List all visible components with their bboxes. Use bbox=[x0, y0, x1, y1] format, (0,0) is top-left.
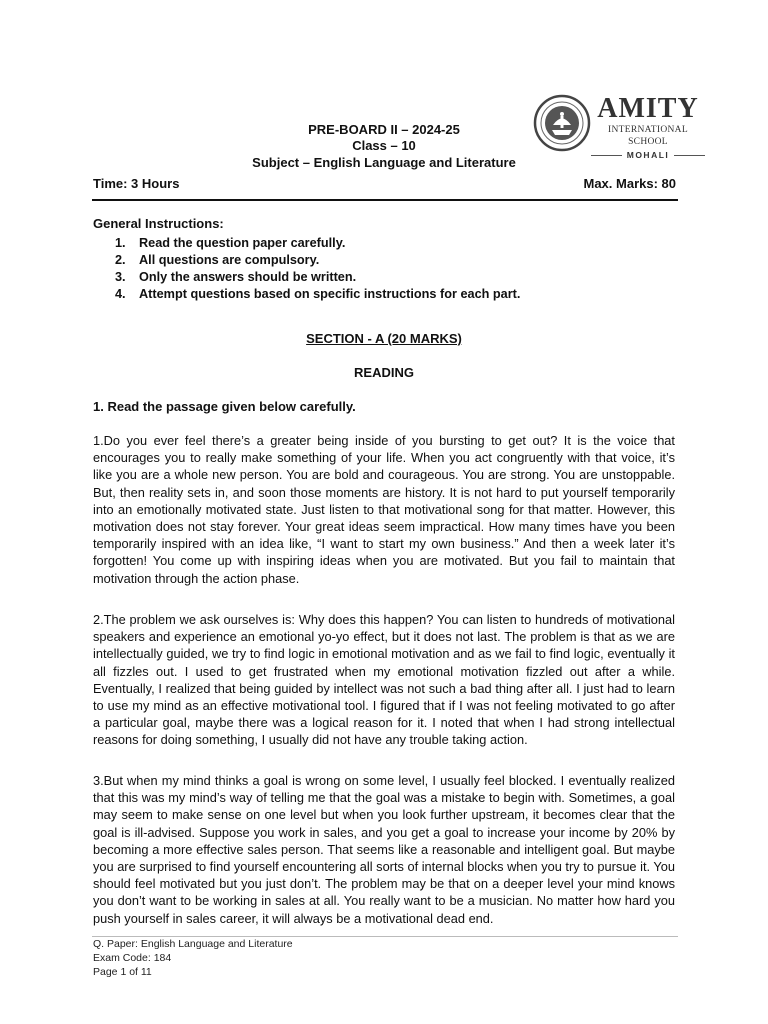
header-divider bbox=[92, 199, 678, 201]
section-heading bbox=[0, 331, 768, 346]
footer-exam-code: Exam Code: 184 bbox=[93, 952, 172, 964]
instruction-text: Only the answers should be written. bbox=[139, 270, 357, 284]
footer-paper: Q. Paper: English Language and Literature bbox=[93, 938, 293, 950]
instruction-text: Attempt questions based on specific instructions for each part. bbox=[139, 287, 521, 301]
footer-page-number: Page 1 of 11 bbox=[93, 966, 152, 978]
passage-paragraph: 1.Do you ever feel there’s a greater being inside of you bursting to get out? It is the voice that encourages you to really make something of your life. When you act congruently with that voice, it’s like you are a whole new person. You are bold and courageous. You are strong. You are unstoppable. But, then reality sets in, and soon those moments are history. It is not hard to put yourself temporarily into an emotionally motivated state. Just listen to that motivational song for that matter. However, this motivation does not stay forever. Your great ideas seem impractical. How many times have you been temporarily inspired with an idea like, “I want to start my own business.” And then a week later it’s forgotten! You come up with inspiring ideas when you are motivated. But you fail to maintain that motivation through the action phase. bbox=[93, 433, 675, 586]
time-label: Time: 3 Hours bbox=[93, 176, 180, 191]
instruction-text: Read the question paper carefully. bbox=[139, 236, 346, 250]
section-subtitle: READING bbox=[354, 365, 414, 380]
logo-name: AMITY bbox=[597, 93, 699, 124]
instructions-heading: General Instructions: bbox=[93, 216, 224, 231]
max-marks-label: Max. Marks: 80 bbox=[583, 176, 676, 191]
instruction-number: 1. bbox=[115, 236, 126, 250]
exam-title: PRE-BOARD II – 2024-25 bbox=[308, 122, 460, 137]
question-label: 1. Read the passage given below carefully. bbox=[93, 399, 356, 414]
instruction-number: 3. bbox=[115, 270, 126, 284]
logo-subtitle: INTERNATIONAL SCHOOL bbox=[608, 125, 688, 147]
logo-location: MOHALI bbox=[626, 150, 670, 160]
instructions-list bbox=[115, 235, 520, 303]
instruction-item bbox=[115, 269, 520, 286]
subject-title: Subject – English Language and Literature bbox=[252, 155, 516, 170]
passage-paragraph: 3.But when my mind thinks a goal is wrong on some level, I usually feel blocked. I eventually realized that this was my mind’s way of telling me that the goal was a mistake to begin with. Sometimes, a goal may seem to make sense on one level but when you look further upstream, it becomes clear that the goal is ill-advised. Suppose you work in sales, and you get a goal to increase your income by 20% by becoming a more effective sales person. That seems like a reasonable and intelligent goal. But maybe you are surprised to find yourself encountering all sorts of internal blocks when you try to pursue it. You should feel motivated but you just don’t. The problem may be that on a deeper level your mind knows you don’t want to be working in sales at all. You really want to be a musician. No matter how hard you push yourself in sales career, it will always be a motivational dead end. bbox=[93, 773, 675, 926]
instruction-item bbox=[115, 252, 520, 269]
instruction-number: 2. bbox=[115, 253, 126, 267]
footer-divider bbox=[92, 936, 678, 937]
instruction-item bbox=[115, 235, 520, 252]
class-title: Class – 10 bbox=[352, 138, 416, 153]
instruction-item bbox=[115, 286, 520, 303]
instruction-text: All questions are compulsory. bbox=[139, 253, 320, 267]
passage-paragraph: 2.The problem we ask ourselves is: Why does this happen? You can listen to hundreds of motivational speakers and experience an emotional yo-yo effect, but it does not last. The problem is that as we are intellectually guided, we try to find logic in emotional motivation and as we fail to find logic, eventually it all fizzles out. I used to get frustrated when my emotional motivation fizzled out after a while. Eventually, I realized that being guided by intellect was not such a bad thing after all. I just had to learn to use my mind as an effective motivational tool. I figured that if I was not feeling motivated to go after a particular goal, maybe there was a logical reason for it. I noted that when I had strong intellectual reasons for doing something, I usually did not have any trouble taking action. bbox=[93, 612, 675, 748]
section-title: SECTION - A (20 MARKS) bbox=[306, 331, 462, 346]
instruction-number: 4. bbox=[115, 287, 126, 301]
